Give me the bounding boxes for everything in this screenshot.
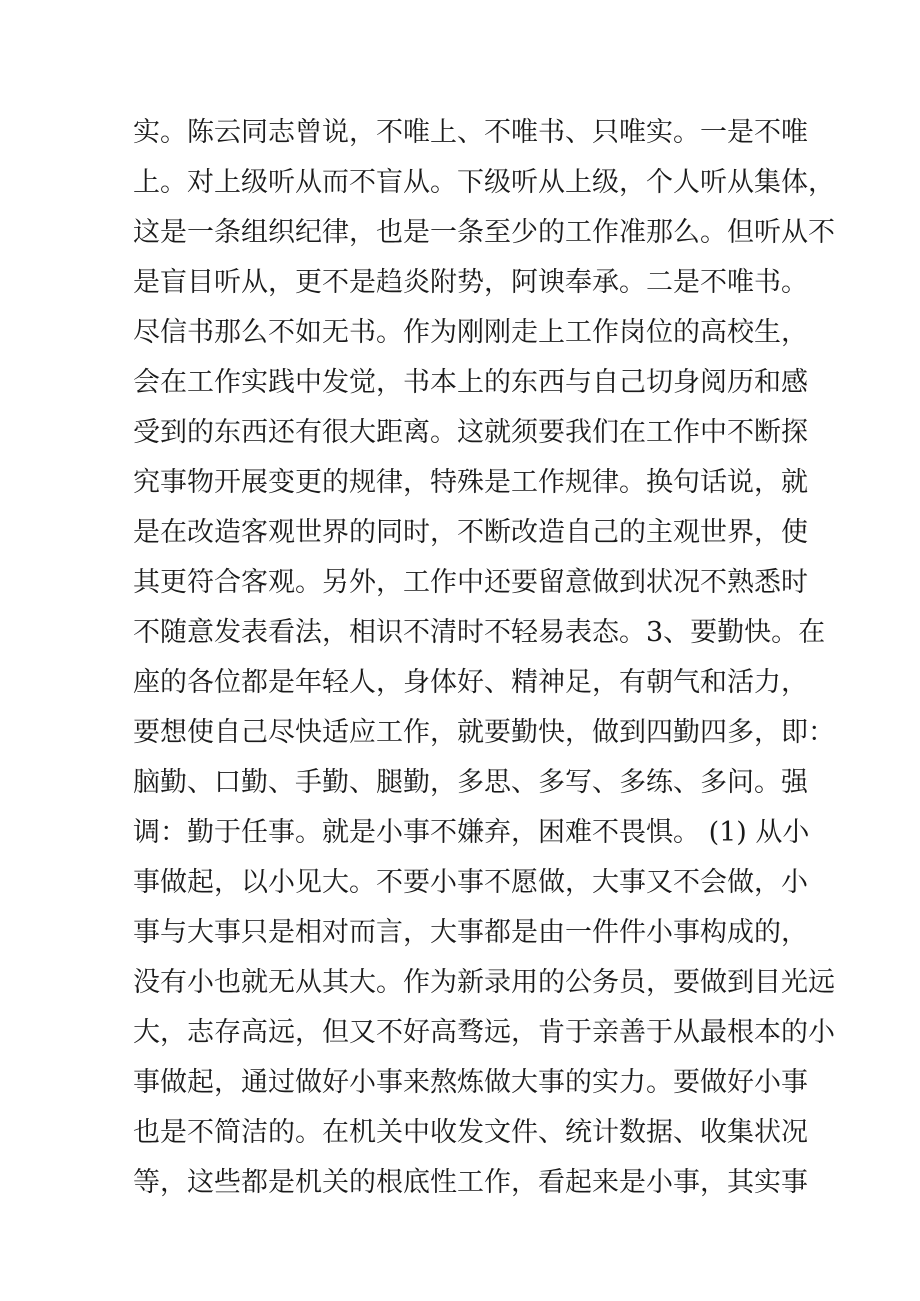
text-line-15: 调：勤于任事。就是小事不嫌弃，困难不畏惧。 (1) 从小 <box>133 817 810 848</box>
text-line-5: 尽信书那么不如无书。作为刚刚走上工作岗位的高校生， <box>133 317 808 348</box>
text-line-21: 也是不简洁的。在机关中收发文件、统计数据、收集状况 <box>133 1117 808 1148</box>
text-line-10: 其更符合客观。另外，工作中还要留意做到状况不熟悉时 <box>133 567 808 598</box>
text-line-18: 没有小也就无从其大。作为新录用的公务员，要做到目光远 <box>133 967 835 998</box>
text-line-4: 是盲目听从，更不是趋炎附势，阿谀奉承。二是不唯书。 <box>133 267 808 298</box>
text-line-3: 这是一条组织纪律，也是一条至少的工作准那么。但听从不 <box>133 217 835 248</box>
text-line-12: 座的各位都是年轻人，身体好、精神足，有朝气和活力， <box>133 667 808 698</box>
text-line-2: 上。对上级听从而不盲从。下级听从上级，个人听从集体， <box>133 167 835 198</box>
text-line-19: 大，志存高远，但又不好高骛远，肯于亲善于从最根本的小 <box>133 1017 835 1048</box>
text-line-6: 会在工作实践中发觉，书本上的东西与自己切身阅历和感 <box>133 367 808 398</box>
text-line-7: 受到的东西还有很大距离。这就须要我们在工作中不断探 <box>133 417 808 448</box>
body-text <box>133 108 835 1208</box>
text-line-16: 事做起，以小见大。不要小事不愿做，大事又不会做，小 <box>133 867 808 898</box>
text-line-8: 究事物开展变更的规律，特殊是工作规律。换句话说，就 <box>133 467 808 498</box>
text-line-11: 不随意发表看法，相识不清时不轻易表态。3、要勤快。在 <box>133 617 826 648</box>
text-line-9: 是在改造客观世界的同时，不断改造自己的主观世界，使 <box>133 517 808 548</box>
text-line-17: 事与大事只是相对而言，大事都是由一件件小事构成的， <box>133 917 808 948</box>
text-line-1: 实。陈云同志曾说，不唯上、不唯书、只唯实。一是不唯 <box>133 117 808 148</box>
text-line-13: 要想使自己尽快适应工作，就要勤快，做到四勤四多，即： <box>133 717 835 748</box>
text-line-22: 等，这些都是机关的根底性工作，看起来是小事，其实事 <box>133 1167 808 1198</box>
text-line-14: 脑勤、口勤、手勤、腿勤，多思、多写、多练、多问。强 <box>133 767 808 798</box>
text-line-20: 事做起，通过做好小事来熬炼做大事的实力。要做好小事 <box>133 1067 808 1098</box>
